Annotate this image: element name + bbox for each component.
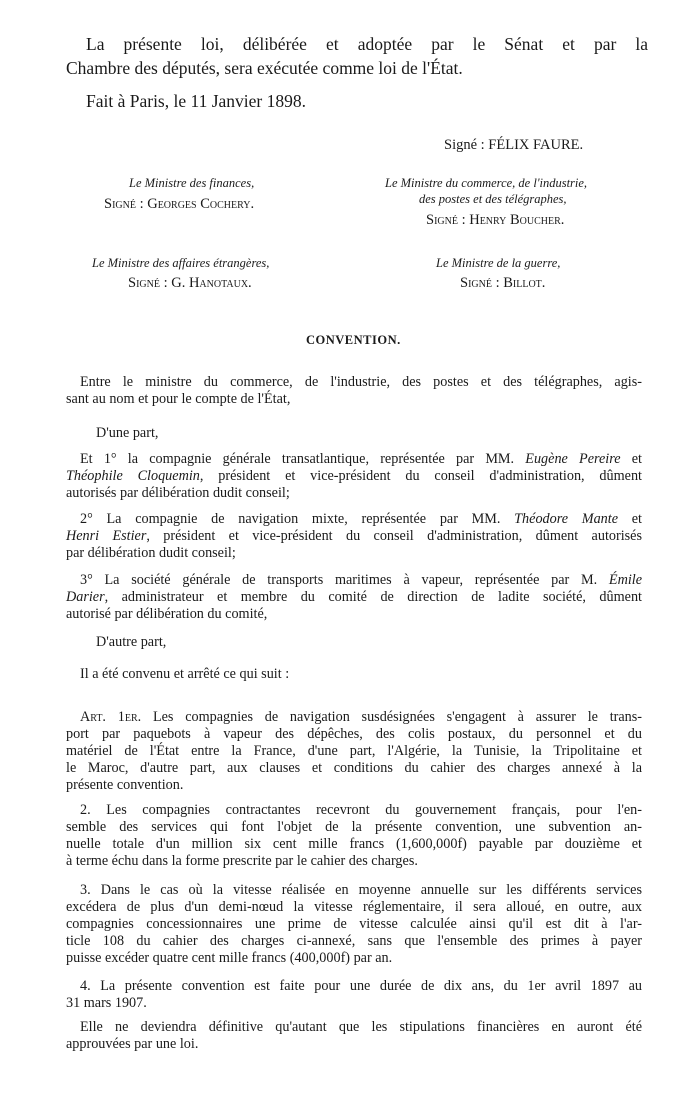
- article3-line-4: ticle 108 du cahier des charges ci-annexé, sans que l'ensemble des primes à payer: [66, 933, 642, 949]
- article3-line-1: 3. Dans le cas où la vitesse réalisée en moyenne annuelle sur les différents services: [80, 882, 642, 898]
- final-line-2: approuvées par une loi.: [66, 1036, 199, 1052]
- article2-line-2: semble des services qui font l'objet de la présente convention, une subvention an-: [66, 819, 642, 835]
- party2-text: 2° La compagnie de navigation mixte, représentée par MM.: [80, 511, 515, 527]
- article3-line-5: puisse excéder quatre cent mille francs (400,000f) par an.: [66, 950, 393, 966]
- guerre-minister-title: Le Ministre de la guerre,: [436, 256, 561, 270]
- party2-text: et: [618, 511, 642, 527]
- president-signature: Signé : FÉLIX FAURE.: [444, 137, 584, 153]
- party2-line-3: par délibération dudit conseil;: [66, 545, 236, 561]
- article4-line-1: 4. La présente convention est faite pour une durée de dix ans, du 1er avril 1897 au: [80, 978, 642, 994]
- party3-text: , administrateur et membre du comité de direction de ladite société, dûment: [104, 589, 642, 605]
- finances-minister-title: Le Ministre des finances,: [129, 176, 255, 190]
- party3-line-1: [80, 572, 642, 589]
- party2-name-2: Henri Estier: [66, 528, 147, 544]
- article2-line-3: nuelle totale d'un million six cent mille francs (1,600,000f) payable par douzième et: [66, 836, 642, 852]
- law-text-line-2: Chambre des députés, sera exécutée comme loi de l'État.: [66, 58, 463, 78]
- party3-name-2: Darier: [66, 589, 105, 605]
- party3-text: 3° La société générale de transports maritimes à vapeur, représentée par M.: [80, 572, 609, 588]
- une-part: D'une part,: [96, 425, 159, 441]
- party1-line-2: [66, 468, 642, 485]
- party1-text: , président et vice-président du conseil d'administration, dûment: [199, 468, 642, 484]
- guerre-minister-signature: Signé : Billot.: [460, 275, 546, 291]
- commerce-minister-title-1: Le Ministre du commerce, de l'industrie,: [385, 176, 588, 190]
- article1-line-1: [80, 709, 642, 726]
- affaires-minister-signature: Signé : G. Hanotaux.: [128, 275, 252, 291]
- party2-line-1: [80, 511, 642, 528]
- intro-line-2: sant au nom et pour le compte de l'État,: [66, 391, 291, 407]
- autre-part: D'autre part,: [96, 634, 167, 650]
- affaires-minister-title: Le Ministre des affaires étrangères,: [92, 256, 270, 270]
- party2-name-1: Théodore Mante: [514, 511, 619, 527]
- party2-line-2: [66, 528, 642, 545]
- article2-line-4: à terme échu dans la forme prescrite par le cahier des charges.: [66, 853, 418, 869]
- article1-line-3: matériel de l'État entre la France, d'une part, l'Algérie, la Tunisie, la Tripolitaine et: [66, 743, 642, 759]
- party3-name-1: Émile: [608, 572, 642, 588]
- article1-line-2: port par paquebots à vapeur des dépêches, des colis postaux, du personnel et du: [66, 726, 642, 742]
- article2-line-1: 2. Les compagnies contractantes recevront du gouvernement français, pour l'en-: [80, 802, 642, 818]
- party3-line-2: [66, 589, 642, 606]
- party1-name-2: Théophile Cloquemin: [66, 468, 200, 484]
- convenu-line: Il a été convenu et arrêté ce qui suit :: [80, 666, 290, 682]
- party1-text: et: [620, 451, 642, 467]
- date-line: Fait à Paris, le 11 Janvier 1898.: [86, 91, 307, 111]
- commerce-minister-title-2: des postes et des télégraphes,: [419, 192, 567, 206]
- party1-line-3: autorisés par délibération dudit conseil;: [66, 485, 290, 501]
- article1-line-4: le Maroc, d'autre part, aux clauses et conditions du cahier des charges annexé à la: [66, 760, 642, 776]
- finances-minister-signature: Signé : Georges Cochery.: [104, 196, 255, 212]
- final-line-1: Elle ne deviendra définitive qu'autant que les stipulations financières en auront été: [80, 1019, 642, 1035]
- commerce-minister-signature: Signé : Henry Boucher.: [426, 212, 565, 228]
- party1-line-1: [80, 451, 642, 468]
- article3-line-3: compagnies concessionnaires une prime de vitesse calculée ainsi qu'il est dit à l'ar-: [66, 916, 642, 932]
- article3-line-2: excédera de plus d'un demi-nœud la vitesse réglementaire, il sera alloué, en outre, aux: [66, 899, 642, 915]
- article1-label: Art. 1er.: [80, 709, 142, 725]
- party1-text: Et 1° la compagnie générale transatlantique, représentée par MM.: [80, 451, 526, 467]
- law-text-line-1: La présente loi, délibérée et adoptée par le Sénat et par la: [86, 34, 648, 54]
- convention-title: CONVENTION.: [306, 333, 401, 347]
- article4-line-2: 31 mars 1907.: [66, 995, 147, 1011]
- article1-text: Les compagnies de navigation susdésignées s'engagent à assurer le trans-: [141, 709, 643, 725]
- party1-name-1: Eugène Pereire: [525, 451, 621, 467]
- intro-line-1: Entre le ministre du commerce, de l'industrie, des postes et des télégraphes, agis-: [80, 374, 642, 390]
- article1-line-5: présente convention.: [66, 777, 184, 793]
- party3-line-3: autorisé par délibération du comité,: [66, 606, 268, 622]
- party2-text: , président et vice-président du conseil d'administration, dûment autorisés: [146, 528, 642, 544]
